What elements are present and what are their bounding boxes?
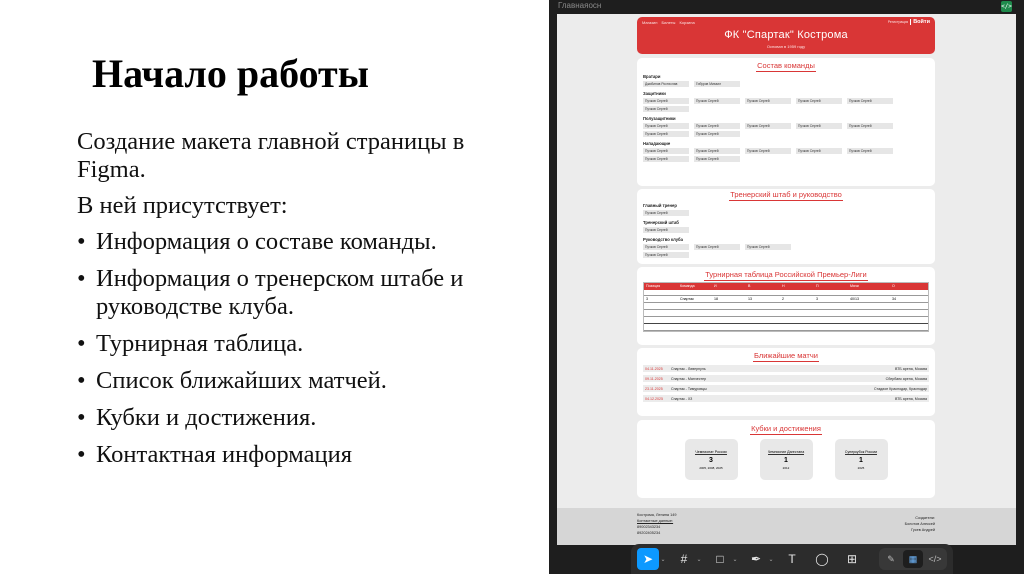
footer-phone-1: 89002343234 <box>637 525 661 529</box>
footer-address: Кострома, Ленина 149 <box>637 513 677 517</box>
person-card[interactable]: Пучков Сергей <box>745 244 791 250</box>
table-cell: 3 <box>816 297 818 301</box>
text-tool-icon[interactable]: T <box>788 552 796 566</box>
person-row <box>643 252 935 258</box>
footer-creators <box>867 515 935 533</box>
trophy-name: Чемпионат России <box>695 449 727 454</box>
actions-tool-icon[interactable]: ⊞ <box>846 552 858 566</box>
trophy-name: Суперкубок России <box>844 449 878 454</box>
group-label: Главный тренер <box>643 203 677 208</box>
match-date: 23.11.2025 <box>645 386 663 391</box>
chevron-down-icon[interactable]: ⌄ <box>732 556 738 563</box>
trophy-count: 3 <box>709 456 713 464</box>
trophy-years: 2012 <box>782 465 790 470</box>
person-card[interactable]: Пучков Сергей <box>643 131 689 137</box>
bullet-dot-icon: • <box>77 330 86 357</box>
group-label: Нападающие <box>643 141 671 146</box>
trophy-card <box>835 439 888 480</box>
person-row <box>643 156 935 162</box>
club-name: ФК "Спартак" Кострома <box>724 29 848 41</box>
column-header: Н <box>782 284 785 288</box>
rectangle-tool-icon[interactable]: □ <box>716 552 724 566</box>
table-cell: 40/13 <box>850 297 859 301</box>
table-cell: 18 <box>714 297 718 301</box>
figma-window <box>549 0 1024 574</box>
dev-mode-icon[interactable]: </> <box>1001 3 1012 10</box>
bullet-dot-icon: • <box>77 404 86 431</box>
design-mode-icon[interactable]: ▦ <box>903 550 923 568</box>
match-list <box>637 365 935 402</box>
match-venue: ВТБ арена, Москва <box>895 396 927 401</box>
column-header: Мячи <box>850 284 859 288</box>
match-venue: ВТБ арена, Москва <box>895 366 927 371</box>
figma-canvas[interactable] <box>557 14 1016 545</box>
match-date: 09.11.2025 <box>645 376 663 381</box>
table-row-empty <box>644 310 928 317</box>
column-header: П <box>816 284 819 288</box>
person-card[interactable]: Пучков Сергей <box>643 98 689 104</box>
person-card[interactable]: Пучков Сергей <box>847 123 893 129</box>
group-label: Защитники <box>643 91 666 96</box>
match-item[interactable] <box>643 385 929 392</box>
mode-switcher <box>879 548 947 570</box>
bullet-text: Контактная информация <box>96 441 352 468</box>
table-row-empty <box>644 303 928 310</box>
trophies-section <box>637 420 935 498</box>
person-row <box>643 148 935 154</box>
site-header <box>637 17 935 54</box>
match-teams: Спартак - Тимуровцы <box>671 386 707 391</box>
bullet-item <box>77 367 517 395</box>
trophy-count: 1 <box>784 456 788 464</box>
staff-groups <box>637 203 935 258</box>
match-date: 04.12.2025 <box>645 396 663 401</box>
match-date: 04.11.2025 <box>645 366 663 371</box>
person-card[interactable]: Пучков Сергей <box>643 210 689 216</box>
table-cell: 13 <box>748 297 752 301</box>
slide-body <box>77 128 517 478</box>
table-cell: 3 <box>646 297 648 301</box>
group-label: Тренерский штаб <box>643 220 679 225</box>
roster-section <box>637 58 935 186</box>
match-teams: Спартак - Ливерпуль <box>671 366 706 371</box>
person-card[interactable]: Пучков Сергей <box>694 123 740 129</box>
roster-title: Состав команды <box>757 61 815 70</box>
footer-creator-1: Болотов Алексей <box>904 522 935 526</box>
auth-divider <box>910 19 911 25</box>
person-card[interactable]: Джибинов Ростислав <box>643 81 689 87</box>
bullet-text: Турнирная таблица. <box>96 330 304 357</box>
footer-phone-2: 89202405234 <box>637 531 661 535</box>
person-card[interactable]: Пучков Сергей <box>796 148 842 154</box>
roster-groups <box>637 74 935 162</box>
bullet-text: Информация о тренерском штабе и руководстве клуба. <box>96 265 464 320</box>
matches-title: Ближайшие матчи <box>754 351 818 360</box>
founded-text: Основан в 1959 году <box>766 44 806 49</box>
footer-creators-label: Создатели: <box>915 516 935 520</box>
matches-section <box>637 348 935 416</box>
person-card[interactable]: Пучков Сергей <box>694 148 740 154</box>
column-header: Команда <box>680 284 695 288</box>
staff-title: Тренерский штаб и руководство <box>730 190 842 199</box>
person-card[interactable]: Пучков Сергей <box>694 131 740 137</box>
column-header: О <box>892 284 895 288</box>
bullet-item <box>77 330 517 358</box>
column-header: И <box>714 284 717 288</box>
move-tool-icon[interactable]: ➤ <box>637 548 659 570</box>
nav-link[interactable]: Билеты <box>661 20 676 25</box>
trophies-title: Кубки и достижения <box>751 424 821 433</box>
trophy-years: 2025 <box>857 465 865 470</box>
person-row <box>643 98 935 104</box>
match-venue: Стадион Краснодар, Краснодар <box>873 386 927 391</box>
person-row <box>643 210 935 216</box>
group-label: Полузащитники <box>643 116 676 121</box>
person-row <box>643 131 935 137</box>
bullet-item <box>77 228 517 256</box>
table-cell: 2 <box>782 297 784 301</box>
match-venue: Сбербанк арена, Москва <box>885 376 927 381</box>
person-card[interactable]: Пучков Сергей <box>643 227 689 233</box>
bullet-item <box>77 441 517 469</box>
footer-contacts-label: Контактные данные: <box>637 519 674 523</box>
site-nav <box>642 20 695 25</box>
pen-tool-icon[interactable]: ✒ <box>750 552 762 566</box>
match-item[interactable] <box>643 395 929 402</box>
slide-bullet-list <box>77 228 517 469</box>
match-info <box>645 377 706 381</box>
chevron-down-icon[interactable]: ⌄ <box>696 556 702 563</box>
person-row <box>643 81 935 87</box>
group-label: Вратари <box>643 74 661 79</box>
bullet-dot-icon: • <box>77 265 86 292</box>
person-card[interactable]: Пучков Сергей <box>694 156 740 162</box>
bullet-item <box>77 404 517 432</box>
chevron-down-icon[interactable]: ⌄ <box>768 556 774 563</box>
person-card[interactable]: Пучков Сергей <box>847 98 893 104</box>
frame-title[interactable]: Главнаяосн <box>558 1 602 10</box>
trophy-card <box>760 439 813 480</box>
person-card[interactable]: Пучков Сергей <box>643 252 689 258</box>
login-link[interactable]: Войти <box>913 19 930 25</box>
figma-toolbar <box>631 544 953 574</box>
site-footer <box>557 508 1016 545</box>
person-card[interactable]: Пучков Сергей <box>796 98 842 104</box>
person-row <box>643 244 935 250</box>
trophy-name: Чемпионат Дагестана <box>767 449 805 454</box>
person-row <box>643 106 935 112</box>
comment-tool-icon[interactable]: ◯ <box>815 552 829 566</box>
standings-header-row <box>644 283 928 290</box>
standings-title: Турнирная таблица Российской Премьер-Лиги <box>705 270 867 279</box>
person-row <box>643 227 935 233</box>
person-card[interactable]: Пучков Сергей <box>643 156 689 162</box>
match-item[interactable] <box>643 365 929 372</box>
table-row-empty <box>644 324 928 331</box>
slide-intro: Создание макета главной страницы в Figma. <box>77 128 465 183</box>
person-card[interactable]: Пучков Сергей <box>796 123 842 129</box>
bullet-text: Информация о составе команды. <box>96 228 437 255</box>
slide-lead: В ней присутствует: <box>77 192 288 219</box>
person-card[interactable]: Пучков Сергей <box>745 148 791 154</box>
dev-mode-icon[interactable]: </> <box>928 554 942 564</box>
trophy-years: 2005, 2008, 2025 <box>699 465 723 470</box>
staff-section <box>637 189 935 264</box>
standings-body <box>644 296 928 331</box>
group-label: Руководство клуба <box>643 237 683 242</box>
match-teams: Спартак - ХЗ <box>671 396 693 401</box>
bullet-dot-icon: • <box>77 228 86 255</box>
person-card[interactable]: Гибуров Михаил <box>694 81 740 87</box>
standings-table <box>643 282 929 332</box>
slide-title: Начало работы <box>92 51 369 96</box>
trophy-card <box>685 439 738 480</box>
auth-links <box>888 19 930 25</box>
standings-section <box>637 267 935 345</box>
register-link[interactable]: Регистрация <box>887 20 909 24</box>
bullet-dot-icon: • <box>77 441 86 468</box>
draw-mode-icon[interactable]: ✎ <box>887 553 895 564</box>
bullet-item <box>77 265 517 321</box>
person-card[interactable]: Пучков Сергей <box>694 244 740 250</box>
table-cell: 34 <box>892 297 896 301</box>
footer-contacts <box>637 512 676 536</box>
trophy-count: 1 <box>859 456 863 464</box>
person-card[interactable]: Пучков Сергей <box>643 244 689 250</box>
match-item[interactable] <box>643 375 929 382</box>
person-card[interactable]: Пучков Сергей <box>643 148 689 154</box>
table-row <box>644 296 928 303</box>
table-cell: Спартак <box>680 297 694 301</box>
person-card[interactable]: Пучков Сергей <box>847 148 893 154</box>
person-card[interactable]: Пучков Сергей <box>745 123 791 129</box>
person-row <box>643 123 935 129</box>
frame-header <box>549 0 1024 14</box>
person-card[interactable]: Пучков Сергей <box>643 106 689 112</box>
table-row-empty <box>644 317 928 324</box>
bullet-text: Список ближайших матчей. <box>96 367 387 394</box>
match-teams: Спартак - Манчестер <box>671 376 707 381</box>
person-card[interactable]: Пучков Сергей <box>694 98 740 104</box>
nav-link[interactable]: Корзина <box>679 20 695 25</box>
chevron-down-icon[interactable]: ⌄ <box>660 556 666 563</box>
frame-tool-icon[interactable]: # <box>680 552 688 566</box>
nav-link[interactable]: Магазин <box>642 20 658 25</box>
bullet-dot-icon: • <box>77 367 86 394</box>
footer-creator-2: Гусев Андрей <box>911 528 935 532</box>
match-info <box>645 367 706 371</box>
person-card[interactable]: Пучков Сергей <box>643 123 689 129</box>
column-header: Позиция <box>646 284 661 288</box>
column-header: В <box>748 284 751 288</box>
match-info <box>645 387 707 391</box>
bullet-text: Кубки и достижения. <box>96 404 317 431</box>
match-info <box>645 397 692 401</box>
person-card[interactable]: Пучков Сергей <box>745 98 791 104</box>
trophy-list <box>637 439 935 480</box>
